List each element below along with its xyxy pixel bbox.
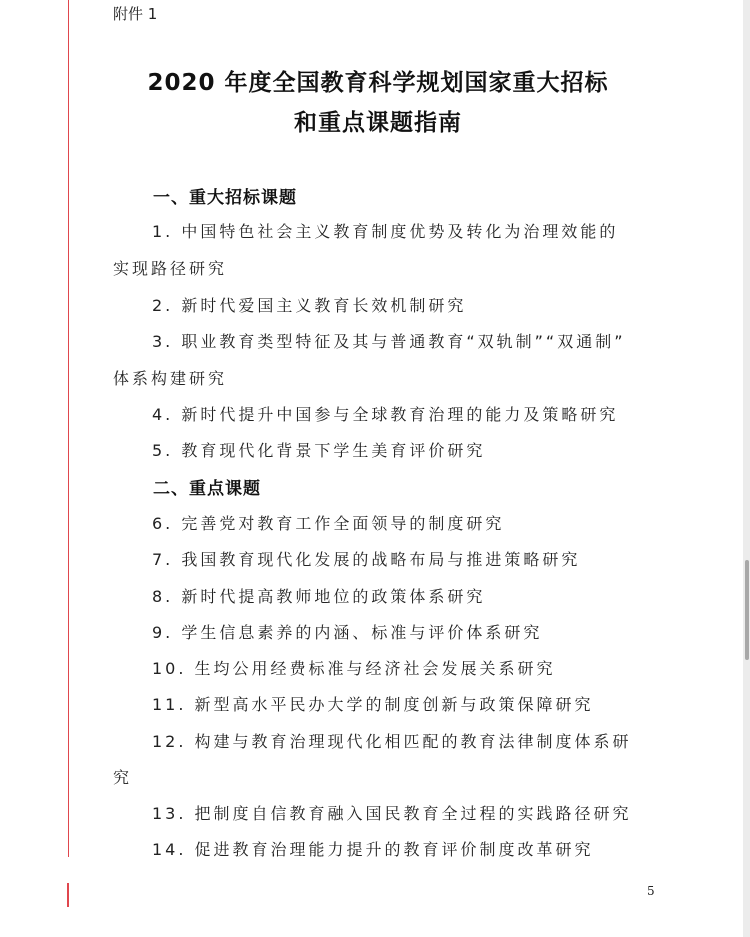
vertical-scrollbar[interactable] [743,0,750,937]
list-item: 8. 新时代提高教师地位的政策体系研究 [152,587,486,606]
list-item-continuation: 实现路径研究 [113,259,228,278]
list-item: 9. 学生信息素养的内涵、标准与评价体系研究 [152,623,543,642]
scrollbar-thumb[interactable] [745,560,749,660]
list-item: 2. 新时代爱国主义教育长效机制研究 [152,296,467,315]
list-item: 7. 我国教育现代化发展的战略布局与推进策略研究 [152,550,581,569]
document-title-line-1: 2020 年度全国教育科学规划国家重大招标 [147,70,609,96]
list-item: 11. 新型高水平民办大学的制度创新与政策保障研究 [152,695,594,714]
list-item: 14. 促进教育治理能力提升的教育评价制度改革研究 [152,840,594,859]
list-item: 4. 新时代提升中国参与全球教育治理的能力及策略研究 [152,405,619,424]
list-item: 6. 完善党对教育工作全面领导的制度研究 [152,514,505,533]
list-item: 10. 生均公用经费标准与经济社会发展关系研究 [152,659,556,678]
list-item: 5. 教育现代化背景下学生美育评价研究 [152,441,486,460]
section-heading-key: 二、重点课题 [153,479,261,499]
list-item-continuation: 究 [113,768,133,787]
list-item: 13. 把制度自信教育融入国民教育全过程的实践路径研究 [152,804,632,823]
list-item: 12. 构建与教育治理现代化相匹配的教育法律制度体系研 [152,732,632,751]
page-number: 5 [647,884,655,898]
list-item-continuation: 体系构建研究 [113,369,228,388]
attachment-label: 附件 1 [113,5,158,23]
document-title-line-2: 和重点课题指南 [294,110,462,136]
margin-tick [67,883,69,907]
list-item: 3. 职业教育类型特征及其与普通教育“双轨制”“双通制” [152,332,626,351]
list-item: 1. 中国特色社会主义教育制度优势及转化为治理效能的 [152,222,619,241]
section-heading-major: 一、重大招标课题 [153,188,297,208]
